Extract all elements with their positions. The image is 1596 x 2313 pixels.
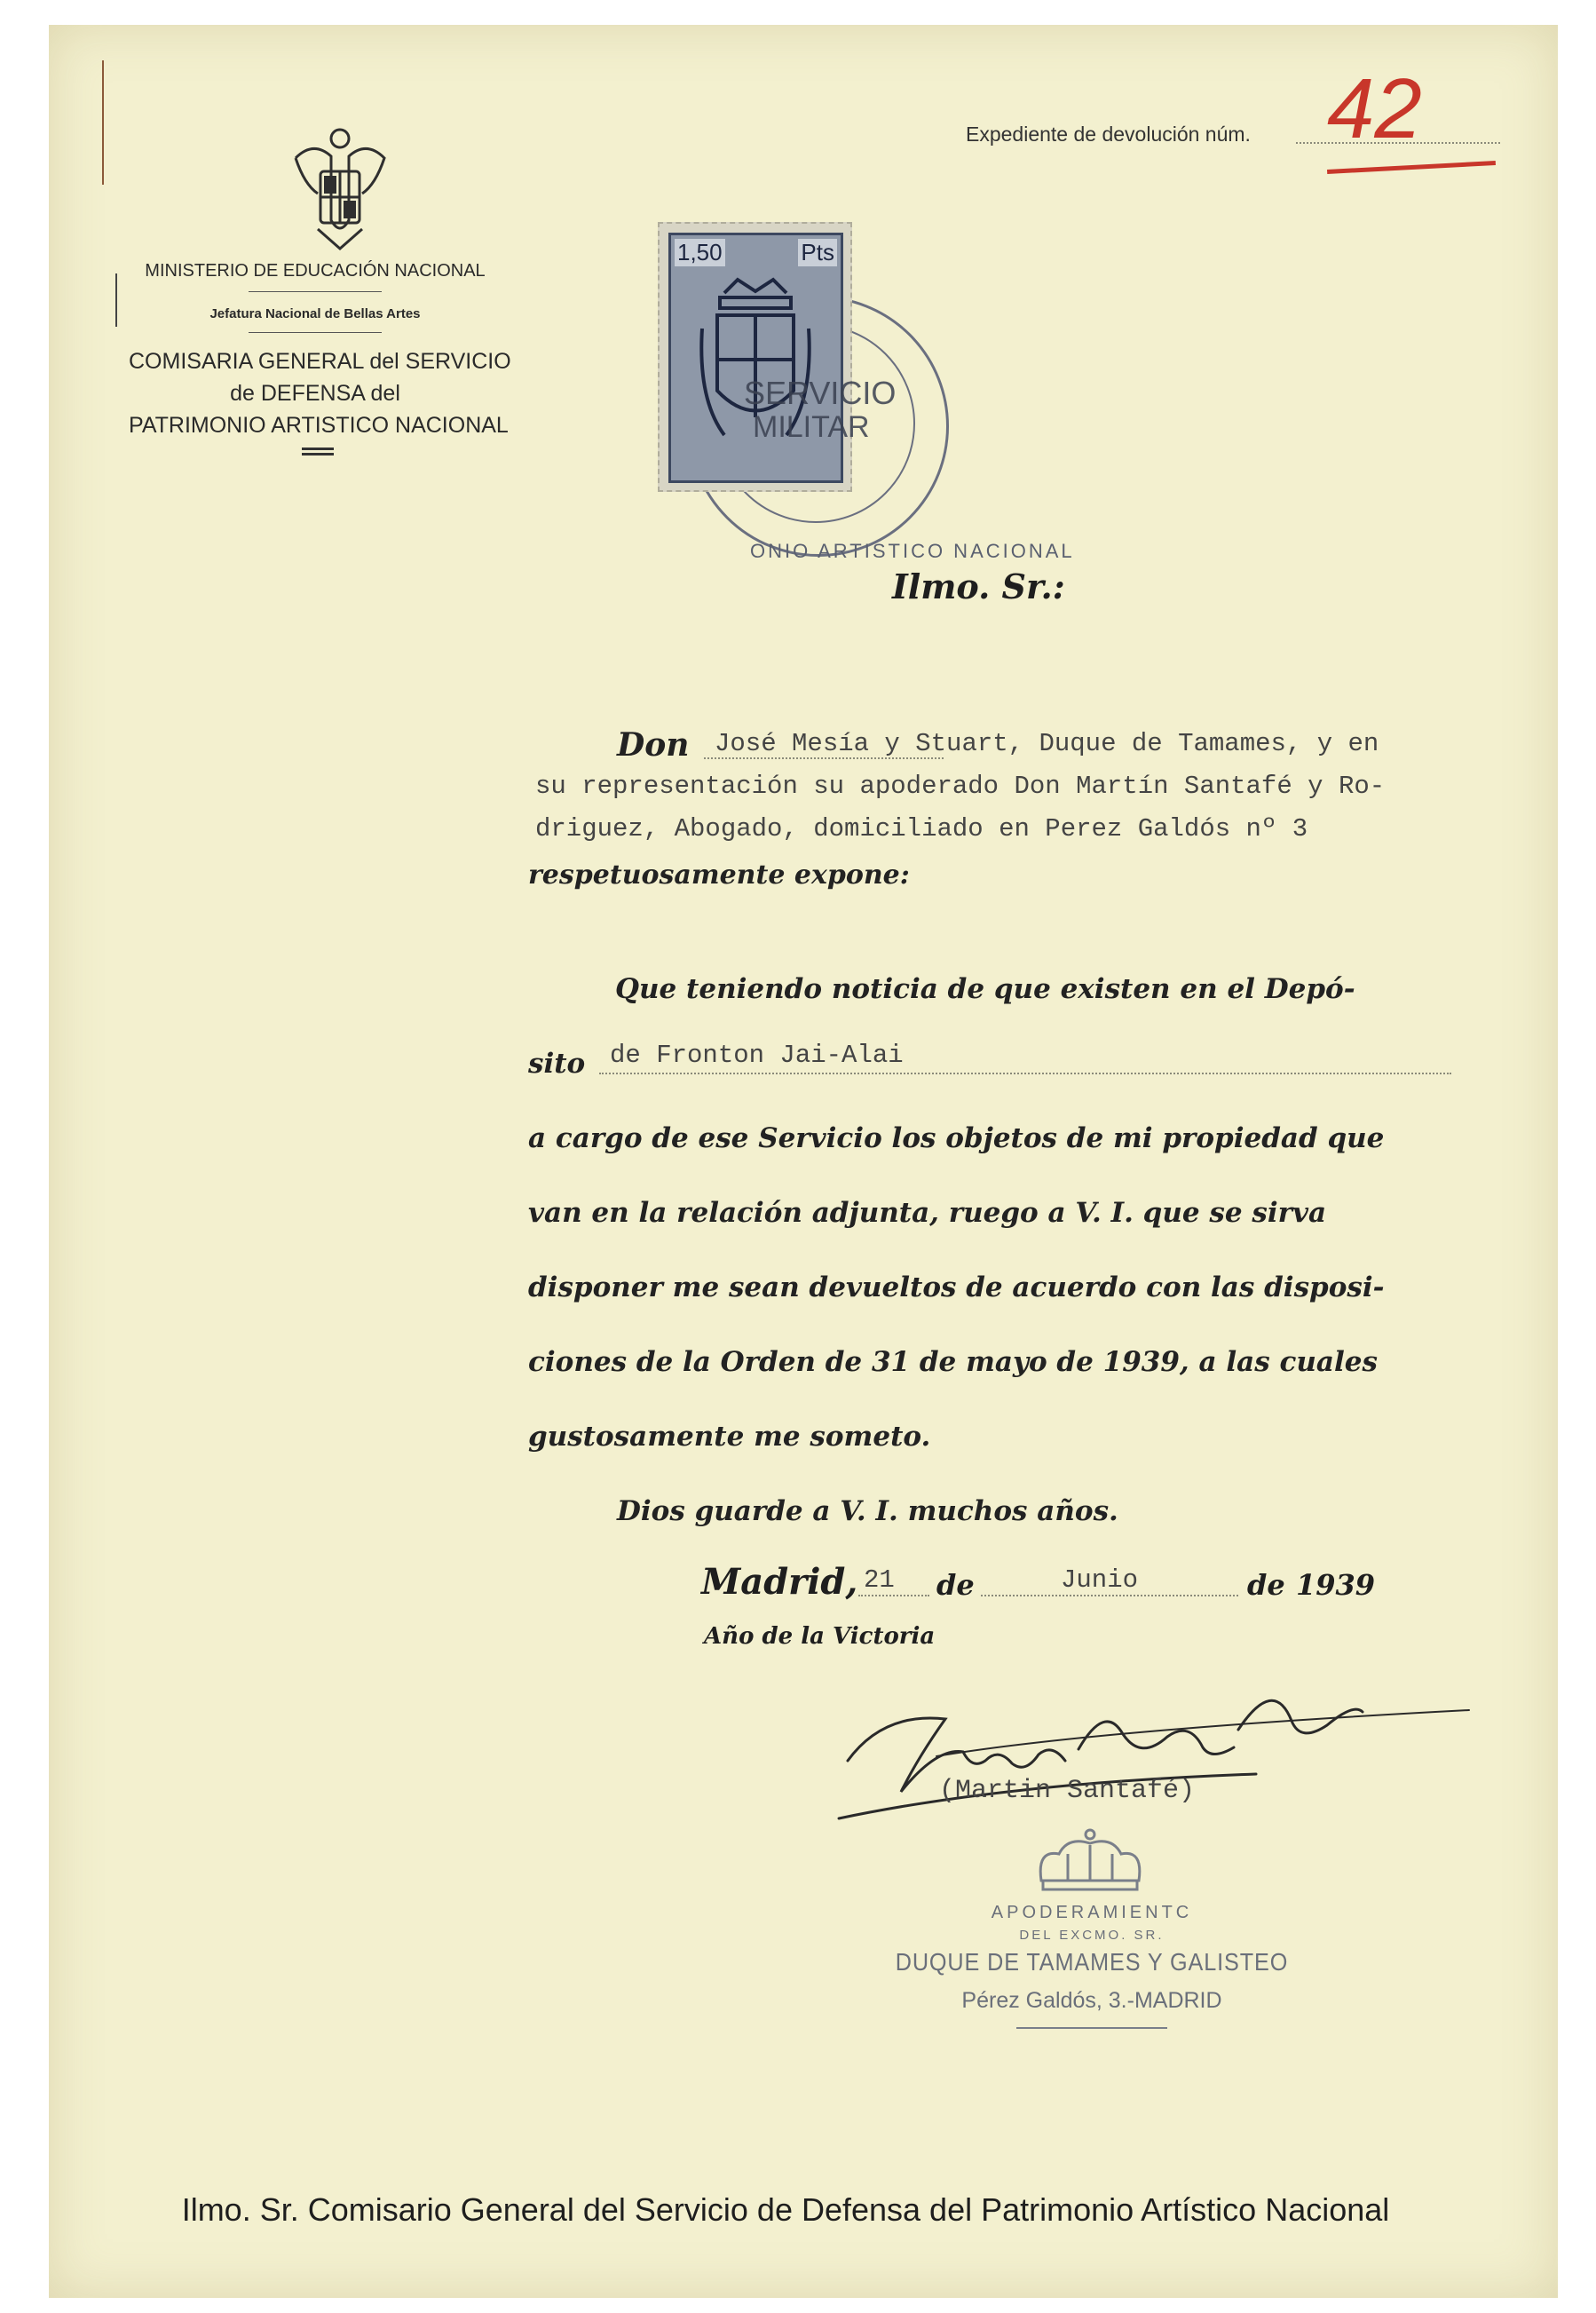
- signer-name: (Martin Santafé): [939, 1776, 1196, 1806]
- body-line-3-typed: driguez, Abogado, domiciliado en Perez Galdós nº 3: [535, 814, 1308, 844]
- double-rule: [302, 448, 334, 450]
- body-line-7: a cargo de ese Servicio los objetos de mi propiedad que: [528, 1122, 1385, 1154]
- deposit-dotted-line: [599, 1073, 1451, 1074]
- expediente-number: 42: [1327, 61, 1422, 156]
- body-line-6-lead: sito: [528, 1048, 586, 1080]
- body-line-1-lead: Don: [617, 726, 690, 764]
- stamp-unit: Pts: [798, 239, 837, 266]
- overprint-servicio: SERVICIO: [744, 375, 897, 411]
- ano-victoria: Año de la Victoria: [704, 1623, 936, 1650]
- seal-underline: [1016, 2027, 1167, 2029]
- seal-line-2: DEL EXCMO. SR.: [1019, 1928, 1165, 1943]
- comisaria-line-3: PATRIMONIO ARTISTICO NACIONAL: [129, 413, 509, 438]
- stamp-frame: [668, 233, 843, 483]
- body-line-4: respetuosamente expone:: [528, 859, 910, 891]
- comisaria-line-2: de DEFENSA del: [230, 381, 400, 406]
- date-de-1: de: [936, 1568, 975, 1602]
- body-line-9: disponer me sean devueltos de acuerdo con las disposi-: [528, 1271, 1385, 1303]
- seal-line-1: APODERAMIENTC: [991, 1903, 1193, 1922]
- body-line-11: gustosamente me someto.: [528, 1421, 931, 1453]
- closing: Dios guarde a V. I. muchos años.: [617, 1495, 1118, 1527]
- date-month: Junio: [1061, 1565, 1139, 1595]
- body-line-2-typed: su representación su apoderado Don Martín Santafé y Ro-: [535, 772, 1386, 801]
- seal-line-3: DUQUE DE TAMAMES Y GALISTEO: [895, 1948, 1289, 1976]
- jefatura-name: Jefatura Nacional de Bellas Artes: [209, 306, 421, 321]
- expediente-label: Expediente de devolución núm.: [966, 123, 1251, 146]
- stamp-value: 1,50: [675, 239, 725, 266]
- margin-mark: [115, 273, 117, 327]
- date-day: 21: [864, 1565, 895, 1595]
- crown-icon: [1032, 1827, 1148, 1894]
- body-line-5: Que teniendo noticia de que existen en el Depó-: [615, 973, 1355, 1005]
- ring-text: ONIO ARTISTICO NACIONAL: [750, 540, 1075, 562]
- dotted-line: [981, 1595, 1238, 1596]
- divider: [249, 291, 382, 292]
- divider: [249, 332, 382, 333]
- body-line-6-typed: de Fronton Jai-Alai: [610, 1041, 904, 1070]
- coat-of-arms-icon: [287, 123, 393, 256]
- date-de-2: de: [1247, 1568, 1285, 1602]
- expediente-underline: [1327, 161, 1496, 174]
- date-year: 1939: [1296, 1568, 1376, 1602]
- body-line-1-typed: José Mesía y Stuart, Duque de Tamames, y en: [715, 729, 1379, 758]
- overprint-militar: MILITAR: [753, 410, 870, 444]
- margin-mark: [102, 60, 104, 185]
- ministry-name: MINISTERIO DE EDUCACIÓN NACIONAL: [145, 261, 486, 281]
- body-line-8: van en la relación adjunta, ruego a V. I. que se sirva: [528, 1197, 1327, 1229]
- salutation: Ilmo. Sr.:: [892, 566, 1065, 606]
- footer-addressee: Ilmo. Sr. Comisario General del Servicio de Defensa del Patrimonio Artístico Nacional: [181, 2191, 1390, 2228]
- date-city: Madrid,: [701, 1561, 858, 1603]
- body-line-10: ciones de la Orden de 31 de mayo de 1939, a las cuales: [528, 1346, 1378, 1378]
- comisaria-line-1: COMISARIA GENERAL del SERVICIO: [129, 349, 511, 374]
- document-sheet: [49, 25, 1558, 2298]
- handwritten-signature: [830, 1650, 1487, 1836]
- seal-line-4: Pérez Galdós, 3.-MADRID: [961, 1988, 1222, 2013]
- dotted-line: [858, 1595, 929, 1596]
- revenue-stamp: [658, 222, 897, 492]
